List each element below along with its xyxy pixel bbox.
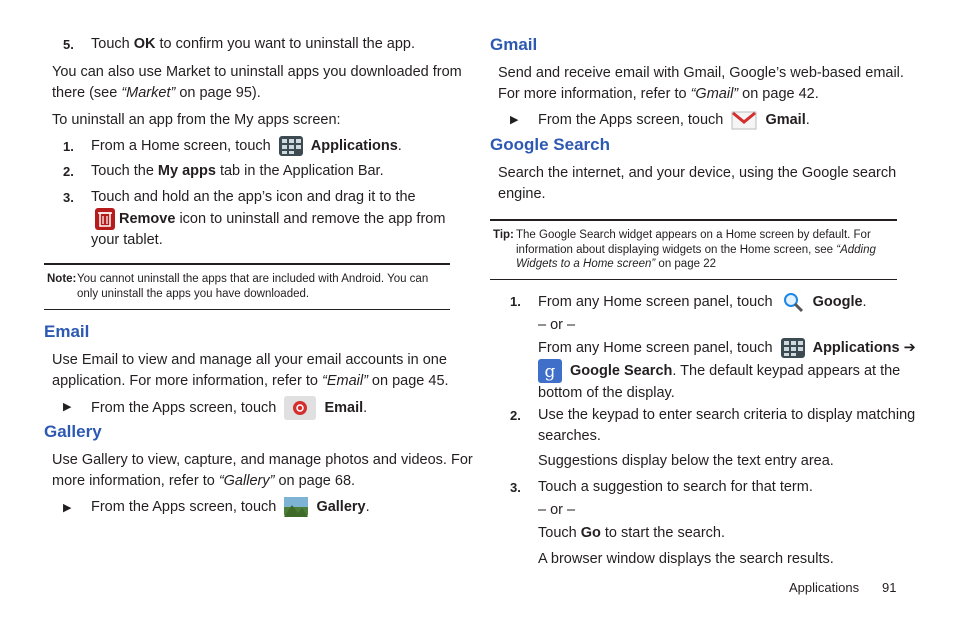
- google-search-icon: [781, 291, 805, 313]
- email-bullet: ▶ From the Apps screen, touch Email.: [63, 396, 71, 418]
- gallery-icon: [284, 497, 308, 517]
- email-paragraph: Use Email to view and manage all your email accounts in one application. For more information, refer to “Email” on page 45.: [52, 352, 449, 389]
- gallery-paragraph: Use Gallery to view, capture, and manage photos and videos. For more information, refer to “Gallery” on page 68.: [52, 452, 473, 489]
- step-1: 1. From a Home screen, touch Applications.: [63, 136, 74, 158]
- touch-go-text: Touch Go to start the search.: [538, 525, 725, 541]
- or-separator-1: – or –: [538, 317, 576, 333]
- google-g-icon: [538, 359, 562, 383]
- applications-grid-icon: [781, 338, 805, 358]
- gallery-bullet: ▶ From the Apps screen, touch Gallery.: [63, 497, 71, 519]
- google-search-paragraph: Search the internet, and your device, using the Google search engine.: [498, 165, 897, 202]
- gmail-bullet: ▶ From the Apps screen, touch Gmail.: [510, 109, 518, 131]
- note-box: Note: You cannot uninstall the apps that are included with Android. You can only uninstall the apps you have downloaded.: [47, 273, 429, 300]
- search-step-1-alt: From any Home screen panel, touch Applications ➔ g Google Search. The default keypad appears at the bottom of the display.: [538, 340, 916, 401]
- gmail-icon: [731, 109, 757, 131]
- browser-results-text: A browser window displays the search results.: [538, 551, 834, 567]
- trash-remove-icon: [95, 208, 115, 230]
- uninstall-intro: To uninstall an app from the My apps screen:: [52, 112, 341, 128]
- search-step-2: 2. Use the keypad to enter search criteria to display matching searches.: [510, 407, 916, 444]
- tip-top-rule: [490, 219, 897, 221]
- step-3: 3. Touch and hold an the app’s icon and drag it to the Remove icon to uninstall and remove the app from your tablet.: [63, 189, 446, 248]
- note-bottom-rule: [44, 309, 450, 310]
- note-top-rule: [44, 263, 450, 265]
- tip-box: Tip: The Google Search widget appears on a Home screen by default. For information about displaying widgets on the Home screen, see “Adding Widgets to a Home screen” on page 22: [493, 229, 876, 270]
- applications-grid-icon: [279, 136, 303, 156]
- footer-section: Applications: [789, 580, 860, 595]
- step-2: 2. Touch the My apps tab in the Application Bar.: [63, 163, 384, 179]
- gmail-heading: Gmail: [490, 35, 538, 54]
- email-heading: Email: [44, 322, 90, 341]
- or-separator-2: – or –: [538, 502, 576, 518]
- tip-bottom-rule: [490, 279, 897, 280]
- suggestions-text: Suggestions display below the text entry area.: [538, 453, 834, 469]
- google-search-heading: Google Search: [490, 135, 610, 154]
- footer-page-number: 91: [882, 580, 897, 595]
- email-icon: [284, 396, 316, 420]
- market-paragraph: You can also use Market to uninstall apps you downloaded from there (see “Market” on page 95).: [52, 64, 462, 101]
- gallery-heading: Gallery: [44, 422, 102, 441]
- gmail-paragraph: Send and receive email with Gmail, Google’s web-based email. For more information, refer to “Gmail” on page 42.: [498, 65, 904, 102]
- svg-text:g: g: [544, 362, 556, 382]
- page-footer: [789, 580, 897, 596]
- search-step-1: 1. From any Home screen panel, touch Google.: [510, 291, 521, 313]
- step-5: 5. Touch OK to confirm you want to uninstall the app.: [63, 36, 416, 52]
- search-step-3: 3. Touch a suggestion to search for that term.: [510, 479, 813, 495]
